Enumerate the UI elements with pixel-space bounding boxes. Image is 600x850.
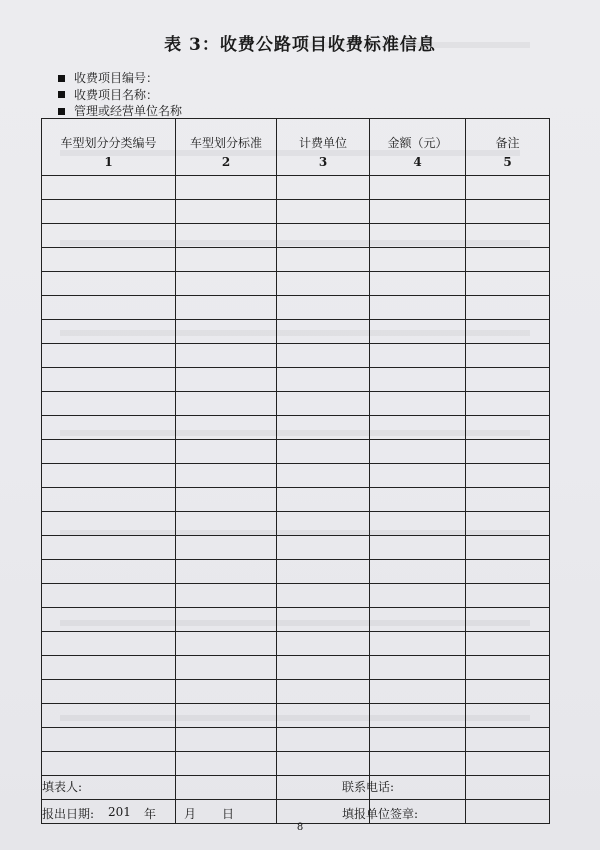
table-cell[interactable] <box>176 512 277 536</box>
table-cell[interactable] <box>42 656 176 680</box>
table-cell[interactable] <box>277 584 370 608</box>
year-unit: 年 <box>144 807 157 821</box>
table-cell[interactable] <box>277 176 370 200</box>
table-cell[interactable] <box>176 368 277 392</box>
month-unit: 月 <box>184 807 197 821</box>
table-row <box>42 392 550 416</box>
table-cell[interactable] <box>42 728 176 752</box>
table-cell[interactable] <box>277 512 370 536</box>
table-row <box>42 776 550 800</box>
table-row <box>42 344 550 368</box>
table-cell[interactable] <box>42 320 176 344</box>
table-cell[interactable] <box>466 560 550 584</box>
table-cell[interactable] <box>277 608 370 632</box>
table-cell[interactable] <box>370 680 466 704</box>
table-cell[interactable] <box>277 656 370 680</box>
table-cell[interactable] <box>370 464 466 488</box>
table-cell[interactable] <box>370 656 466 680</box>
table-cell[interactable] <box>42 296 176 320</box>
table-cell[interactable] <box>370 176 466 200</box>
document-title: 表 3：收费公路项目收费标准信息 <box>164 35 436 55</box>
table-cell[interactable] <box>176 200 277 224</box>
table-cell[interactable] <box>176 248 277 272</box>
table-cell[interactable] <box>370 704 466 728</box>
column-header: 计费单位 <box>277 119 370 156</box>
table-cell[interactable] <box>176 584 277 608</box>
table-cell[interactable] <box>466 704 550 728</box>
table-cell[interactable] <box>277 248 370 272</box>
table-cell[interactable] <box>466 656 550 680</box>
table-cell[interactable] <box>277 320 370 344</box>
table-cell[interactable] <box>370 392 466 416</box>
table-cell[interactable] <box>176 464 277 488</box>
table-cell[interactable] <box>42 608 176 632</box>
table-cell[interactable] <box>466 368 550 392</box>
table-row <box>42 296 550 320</box>
table-cell[interactable] <box>277 224 370 248</box>
table-cell[interactable] <box>277 272 370 296</box>
table-cell[interactable] <box>466 296 550 320</box>
table-cell[interactable] <box>370 584 466 608</box>
table-cell[interactable] <box>277 392 370 416</box>
table-row <box>42 464 550 488</box>
fee-standard-table <box>41 118 550 824</box>
table-cell[interactable] <box>176 272 277 296</box>
table-cell[interactable] <box>370 224 466 248</box>
table-cell[interactable] <box>42 200 176 224</box>
table-cell[interactable] <box>277 752 370 776</box>
table-cell[interactable] <box>466 752 550 776</box>
table-cell[interactable] <box>42 752 176 776</box>
table-cell[interactable] <box>176 224 277 248</box>
table-cell[interactable] <box>370 560 466 584</box>
table-row <box>42 656 550 680</box>
table-cell[interactable] <box>42 560 176 584</box>
table-cell[interactable] <box>176 728 277 752</box>
table-cell[interactable] <box>42 680 176 704</box>
table-row <box>42 224 550 248</box>
table-cell[interactable] <box>42 440 176 464</box>
table-cell[interactable] <box>370 440 466 464</box>
table-cell[interactable] <box>370 248 466 272</box>
table-cell[interactable] <box>370 416 466 440</box>
column-number: 2 <box>176 155 277 176</box>
table-cell[interactable] <box>176 704 277 728</box>
table-cell[interactable] <box>370 368 466 392</box>
table-row <box>42 368 550 392</box>
table-cell[interactable] <box>277 464 370 488</box>
table-cell[interactable] <box>42 368 176 392</box>
table-row <box>42 248 550 272</box>
table-cell[interactable] <box>176 488 277 512</box>
table-row <box>42 416 550 440</box>
table-cell[interactable] <box>176 608 277 632</box>
table-cell[interactable] <box>466 488 550 512</box>
page-number: 8 <box>296 822 304 833</box>
column-number: 5 <box>466 155 550 176</box>
phone-label: 联系电话: <box>342 780 395 794</box>
table-cell[interactable] <box>42 272 176 296</box>
table-cell[interactable] <box>370 536 466 560</box>
table-cell[interactable] <box>277 368 370 392</box>
table-cell[interactable] <box>466 248 550 272</box>
table-cell[interactable] <box>42 344 176 368</box>
table-row <box>42 560 550 584</box>
table-cell[interactable] <box>176 560 277 584</box>
table-cell[interactable] <box>466 224 550 248</box>
table-cell[interactable] <box>42 176 176 200</box>
table-row <box>42 584 550 608</box>
column-header: 金额（元） <box>370 119 466 156</box>
table-row <box>42 608 550 632</box>
table-cell[interactable] <box>176 416 277 440</box>
column-header: 车型划分标准 <box>176 119 277 156</box>
column-number: 4 <box>370 155 466 176</box>
table-cell[interactable] <box>466 632 550 656</box>
table-cell[interactable] <box>277 632 370 656</box>
table-row <box>42 728 550 752</box>
table-cell[interactable] <box>176 656 277 680</box>
table-cell[interactable] <box>176 776 277 800</box>
table-cell[interactable] <box>370 608 466 632</box>
table-cell[interactable] <box>277 704 370 728</box>
info-item-project-number <box>58 70 182 87</box>
table-cell[interactable] <box>42 512 176 536</box>
table-cell[interactable] <box>277 416 370 440</box>
table-row <box>42 200 550 224</box>
table-cell[interactable] <box>42 248 176 272</box>
table-cell[interactable] <box>466 344 550 368</box>
table-cell[interactable] <box>466 512 550 536</box>
table-cell[interactable] <box>176 296 277 320</box>
table-cell[interactable] <box>277 440 370 464</box>
table-cell[interactable] <box>277 344 370 368</box>
column-header: 备注 <box>466 119 550 156</box>
table-cell[interactable] <box>466 608 550 632</box>
table-cell[interactable] <box>466 800 550 824</box>
column-number: 1 <box>42 155 176 176</box>
table-cell[interactable] <box>277 488 370 512</box>
table-cell[interactable] <box>176 632 277 656</box>
table-cell[interactable] <box>370 272 466 296</box>
table-cell[interactable] <box>42 632 176 656</box>
table-cell[interactable] <box>466 176 550 200</box>
filler-label: 填表人: <box>42 780 83 794</box>
day-unit: 日 <box>222 807 235 821</box>
report-date-year: 201 <box>108 805 131 819</box>
table-cell[interactable] <box>370 752 466 776</box>
info-item-project-name <box>58 87 182 104</box>
table-body <box>42 176 550 824</box>
table-cell[interactable] <box>42 488 176 512</box>
table-cell[interactable] <box>466 320 550 344</box>
table-cell[interactable] <box>42 224 176 248</box>
table-cell[interactable] <box>370 296 466 320</box>
table-cell[interactable] <box>370 488 466 512</box>
table-cell[interactable] <box>277 536 370 560</box>
table-cell[interactable] <box>42 464 176 488</box>
table-cell[interactable] <box>277 560 370 584</box>
table-cell[interactable] <box>277 680 370 704</box>
table-cell[interactable] <box>277 728 370 752</box>
table-cell[interactable] <box>176 344 277 368</box>
table-row <box>42 704 550 728</box>
fee-standard-table-wrapper <box>41 118 549 765</box>
table-cell[interactable] <box>370 200 466 224</box>
table-cell[interactable] <box>370 728 466 752</box>
table-row <box>42 176 550 200</box>
report-date-label: 报出日期: <box>42 807 95 821</box>
table-cell[interactable] <box>466 680 550 704</box>
info-label: 收费项目编号： <box>74 71 159 85</box>
table-cell[interactable] <box>42 536 176 560</box>
square-bullet-icon <box>58 108 65 115</box>
table-cell[interactable] <box>277 296 370 320</box>
table-cell[interactable] <box>176 752 277 776</box>
table-row <box>42 680 550 704</box>
table-row <box>42 512 550 536</box>
table-row <box>42 752 550 776</box>
table-cell[interactable] <box>466 392 550 416</box>
table-cell[interactable] <box>277 200 370 224</box>
square-bullet-icon <box>58 75 65 82</box>
table-cell[interactable] <box>466 464 550 488</box>
table-cell[interactable] <box>42 704 176 728</box>
info-label: 管理或经营单位名称 <box>74 104 183 118</box>
square-bullet-icon <box>58 91 65 98</box>
table-row <box>42 440 550 464</box>
column-number: 3 <box>277 155 370 176</box>
table-cell[interactable] <box>42 584 176 608</box>
table-cell[interactable] <box>370 632 466 656</box>
table-cell[interactable] <box>370 320 466 344</box>
signature-label: 填报单位签章: <box>342 807 419 821</box>
table-cell[interactable] <box>42 392 176 416</box>
table-cell[interactable] <box>466 272 550 296</box>
table-row <box>42 488 550 512</box>
column-number-row <box>42 155 550 176</box>
table-cell[interactable] <box>176 320 277 344</box>
table-row <box>42 632 550 656</box>
table-row <box>42 272 550 296</box>
table-cell[interactable] <box>466 200 550 224</box>
table-cell[interactable] <box>466 440 550 464</box>
table-cell[interactable] <box>176 440 277 464</box>
table-cell[interactable] <box>176 536 277 560</box>
table-cell[interactable] <box>176 392 277 416</box>
table-row <box>42 536 550 560</box>
info-label: 收费项目名称： <box>74 87 159 102</box>
table-cell[interactable] <box>466 776 550 800</box>
table-header-row <box>42 119 550 156</box>
table-cell[interactable] <box>466 584 550 608</box>
table-cell[interactable] <box>176 176 277 200</box>
table-cell[interactable] <box>370 344 466 368</box>
table-cell[interactable] <box>466 728 550 752</box>
column-header: 车型划分分类编号 <box>42 119 176 156</box>
table-cell[interactable] <box>370 512 466 536</box>
table-cell[interactable] <box>176 680 277 704</box>
table-row <box>42 320 550 344</box>
table-cell[interactable] <box>42 416 176 440</box>
project-info-list <box>58 70 182 120</box>
table-cell[interactable] <box>466 536 550 560</box>
table-cell[interactable] <box>466 416 550 440</box>
